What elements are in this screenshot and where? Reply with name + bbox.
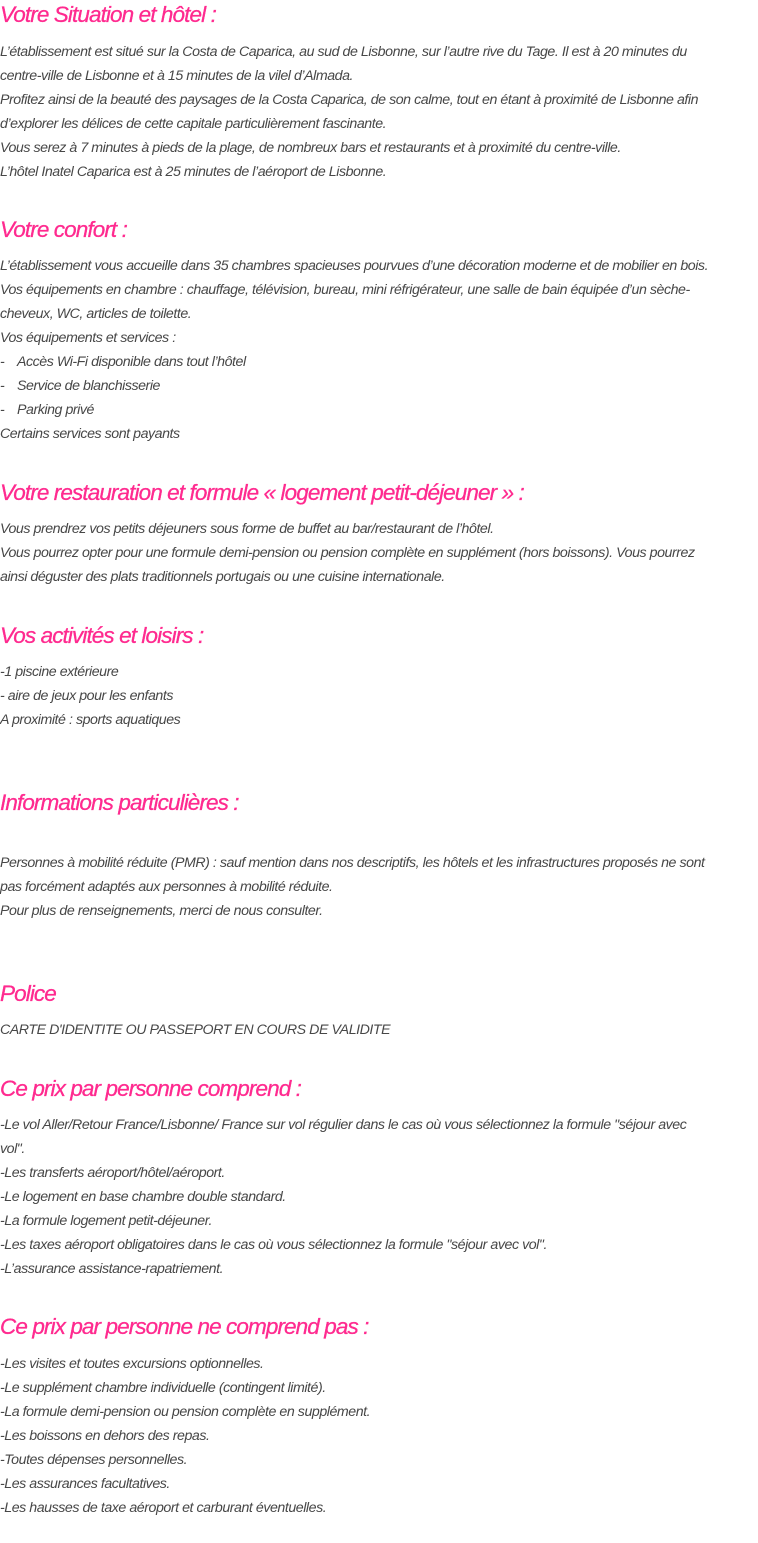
section-body-ne-comprend-pas	[0, 1352, 758, 1520]
text-line: -Toutes dépenses personnelles.	[0, 1452, 188, 1468]
text-line: Vos équipements et services :	[0, 330, 176, 346]
text-line: -Les visites et toutes excursions optionnelles.	[0, 1356, 264, 1372]
section-title-activites: Vos activités et loisirs :	[0, 623, 204, 648]
text-line: -L’assurance assistance-rapatriement.	[0, 1261, 224, 1277]
text-line: -Les taxes aéroport obligatoires dans le cas où vous sélectionnez la formule "séjour avec vol".	[0, 1237, 547, 1253]
text-line: Vous prendrez vos petits déjeuners sous forme de buffet au bar/restaurant de l’hôtel.	[0, 521, 494, 537]
text-line: L’établissement vous accueille dans 35 chambres spacieuses pourvues d’une décoration moderne et de mobilier en bois.	[0, 258, 709, 274]
text-line: -Les transferts aéroport/hôtel/aéroport.	[0, 1165, 225, 1181]
text-line: -Les assurances facultatives.	[0, 1476, 170, 1492]
text-line: - aire de jeux pour les enfants	[0, 688, 173, 704]
text-line: -La formule demi-pension ou pension complète en supplément.	[0, 1404, 371, 1420]
text-line: Certains services sont payants	[0, 426, 180, 442]
text-line: Profitez ainsi de la beauté des paysages de la Costa Caparica, de son calme, tout en étant à proximité de Lisbonne afin	[0, 92, 699, 108]
list-item: - Service de blanchisserie	[0, 374, 758, 398]
section-title-ne-comprend-pas: Ce prix par personne ne comprend pas :	[0, 1314, 369, 1339]
section-title-restauration: Votre restauration et formule « logement petit-déjeuner » :	[0, 480, 524, 505]
text-line: Personnes à mobilité réduite (PMR) : sauf mention dans nos descriptifs, les hôtels et les infrastructures proposés ne sont	[0, 855, 705, 871]
section-title-confort: Votre confort :	[0, 217, 127, 242]
text-line: Vous serez à 7 minutes à pieds de la plage, de nombreux bars et restaurants et à proximité du centre-ville.	[0, 140, 621, 156]
text-line: -Les boissons en dehors des repas.	[0, 1428, 210, 1444]
section-title-police: Police	[0, 981, 56, 1006]
text-line: A proximité : sports aquatiques	[0, 712, 181, 728]
section-body-restauration	[0, 517, 758, 589]
section-title-informations: Informations particulières :	[0, 790, 239, 815]
text-line: -1 piscine extérieure	[0, 664, 119, 680]
bullet-dash: -	[0, 378, 5, 394]
text-line: d’explorer les délices de cette capitale particulièrement fascinante.	[0, 116, 387, 132]
section-body-situation	[0, 40, 758, 184]
section-body-activites	[0, 660, 758, 732]
section-body-police	[0, 1018, 758, 1042]
text-line: -Le logement en base chambre double standard.	[0, 1189, 286, 1205]
text-line: vol".	[0, 1141, 25, 1157]
text-line: pas forcément adaptés aux personnes à mobilité réduite.	[0, 879, 333, 895]
section-title-situation: Votre Situation et hôtel :	[0, 2, 216, 27]
text-line: -Les hausses de taxe aéroport et carburant éventuelles.	[0, 1500, 327, 1516]
list-item: - Accès Wi-Fi disponible dans tout l’hôtel	[0, 350, 758, 374]
text-line: Vous pourrez opter pour une formule demi-pension ou pension complète en supplément (hors boissons). Vous pourrez	[0, 545, 695, 561]
text-line: -La formule logement petit-déjeuner.	[0, 1213, 212, 1229]
text-line: Pour plus de renseignements, merci de nous consulter.	[0, 903, 323, 919]
bullet-dash: -	[0, 354, 5, 370]
list-item: - Parking privé	[0, 398, 758, 422]
text-line: -Le vol Aller/Retour France/Lisbonne/ France sur vol régulier dans le cas où vous sélectionnez la formule "séjour avec	[0, 1117, 687, 1133]
text-line: L’hôtel Inatel Caparica est à 25 minutes de l’aéroport de Lisbonne.	[0, 164, 387, 180]
section-title-comprend: Ce prix par personne comprend :	[0, 1076, 302, 1101]
text-line: Vos équipements en chambre : chauffage, télévision, bureau, mini réfrigérateur, une salle de bain équipée d’un sèche-	[0, 282, 690, 298]
text-line: cheveux, WC, articles de toilette.	[0, 306, 192, 322]
section-body-informations	[0, 851, 758, 923]
text-line: -Le supplément chambre individuelle (contingent limité).	[0, 1380, 326, 1396]
text-line: centre-ville de Lisbonne et à 15 minutes de la vilel d’Almada.	[0, 68, 354, 84]
bullet-dash: -	[0, 402, 5, 418]
text-line: L’établissement est situé sur la Costa de Caparica, au sud de Lisbonne, sur l’autre rive du Tage. Il est à 20 minutes du	[0, 44, 687, 60]
text-line: CARTE D'IDENTITE OU PASSEPORT EN COURS DE VALIDITE	[0, 1022, 391, 1038]
section-body-confort	[0, 254, 758, 446]
text-line: ainsi déguster des plats traditionnels portugais ou une cuisine internationale.	[0, 569, 445, 585]
section-body-comprend	[0, 1113, 758, 1281]
